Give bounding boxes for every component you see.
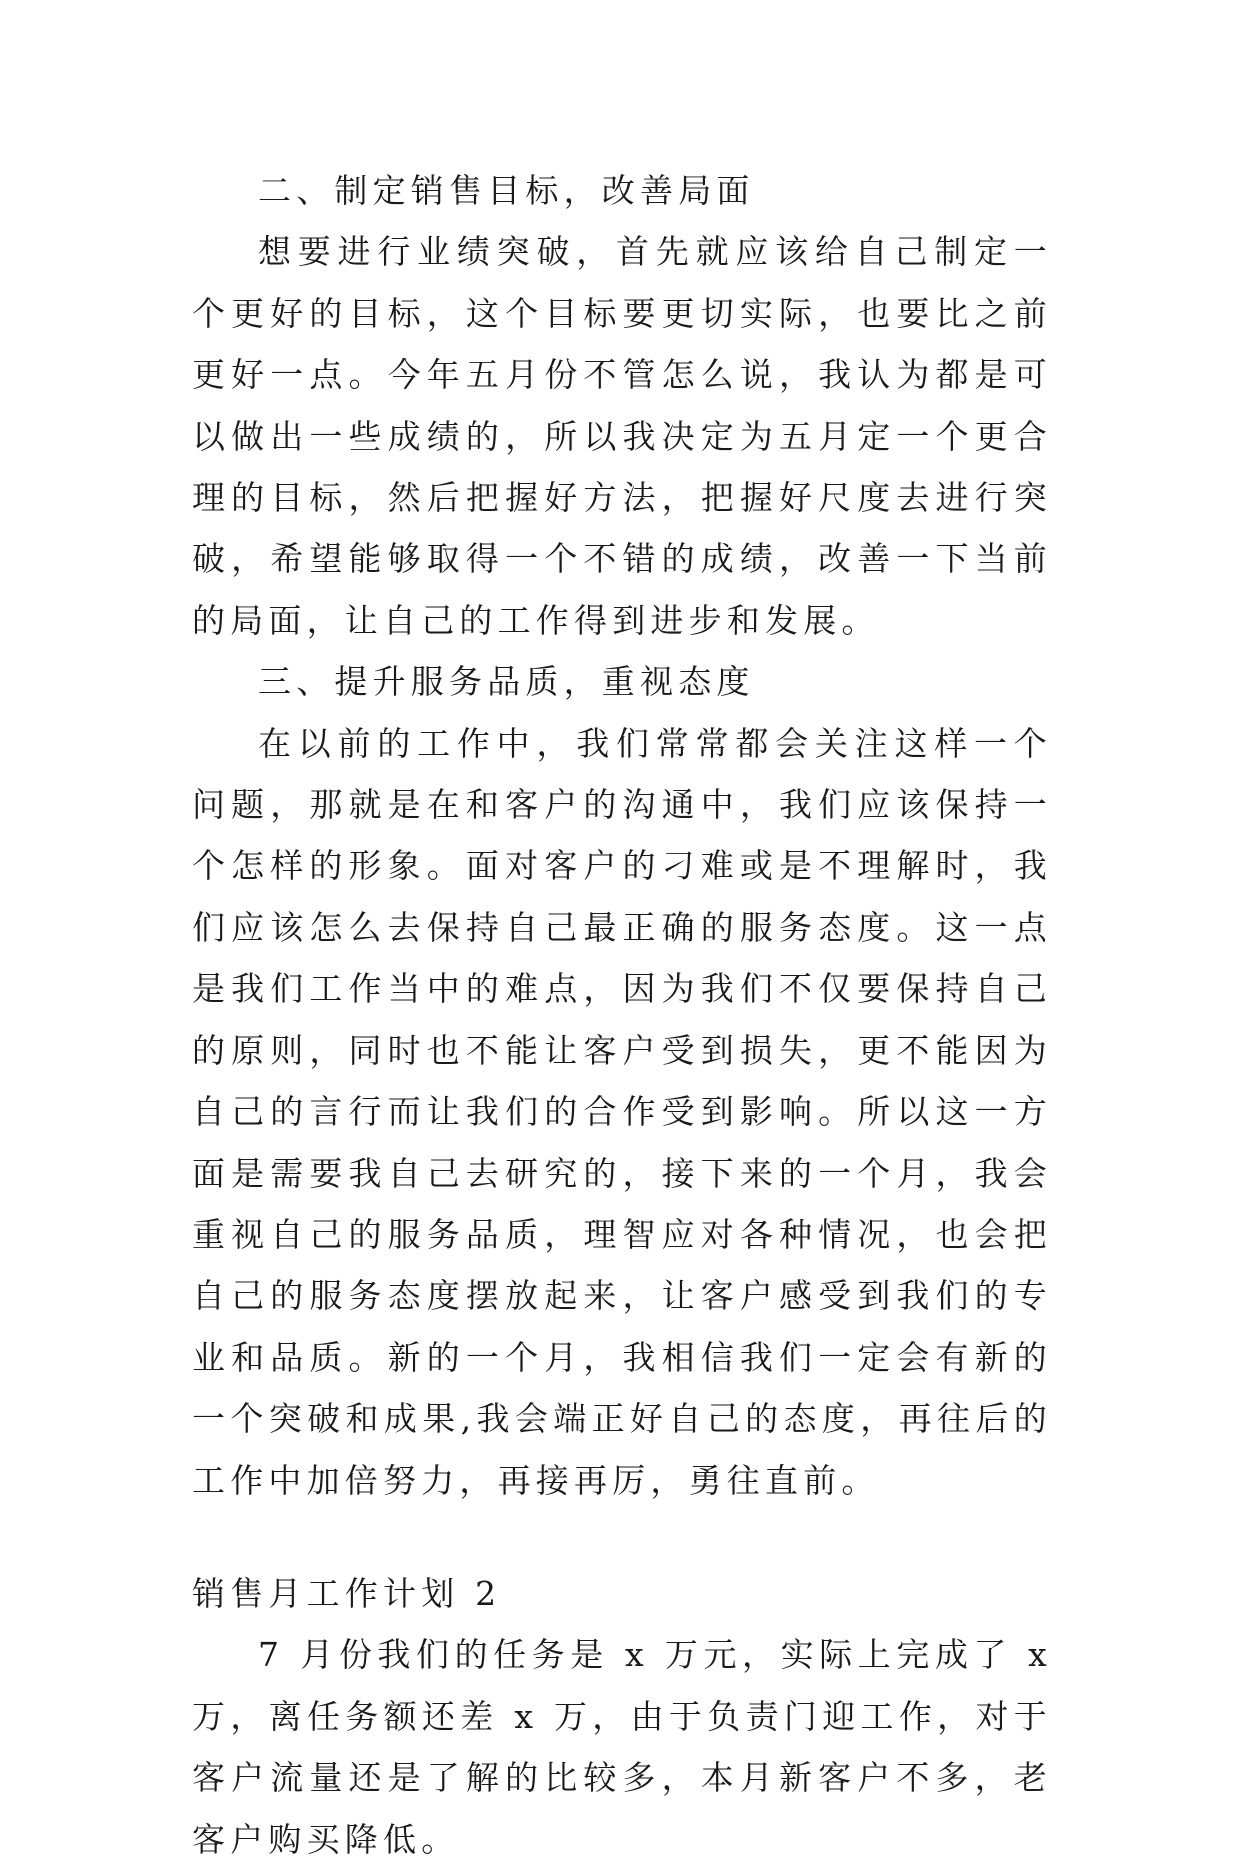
section-heading-3: 三、提升服务品质，重视态度 xyxy=(258,662,755,702)
paragraph-sales-target: 想要进行业绩突破，首先就应该给自己制定一个更好的目标，这个目标要更切实际，也要比之前更好一点。今年五月份不管怎么说，我认为都是可以做出一些成绩的，所以我决定为五月定一个更合理的目标，然后把握好方法，把握好尺度去进行突破，希望能够取得一个不错的成绩，改善一下当前的局面，让自己的工作得到进步和发展。 xyxy=(192,232,1052,640)
paragraph-july-summary: 7 月份我们的任务是 x 万元，实际上完成了 x 万，离任务额还差 x 万，由于负责门迎工作，对于客户流量还是了解的比较多，本月新客户不多，老客户购买降低。 xyxy=(192,1635,1052,1859)
paragraph-service-quality: 在以前的工作中，我们常常都会关注这样一个问题，那就是在和客户的沟通中，我们应该保持一个怎样的形象。面对客户的刁难或是不理解时，我们应该怎么去保持自己最正确的服务态度。这一点是我们工作当中的难点，因为我们不仅要保持自己的原则，同时也不能让客户受到损失，更不能因为自己的言行而让我们的合作受到影响。所以这一方面是需要我自己去研究的，接下来的一个月，我会重视自己的服务品质，理智应对各种情况，也会把自己的服务态度摆放起来，让客户感受到我们的专业和品质。新的一个月，我相信我们一定会有新的一个突破和成果,我会端正好自己的态度，再往后的工作中加倍努力，再接再厉，勇往直前。 xyxy=(192,723,1052,1500)
section-heading-2: 二、制定销售目标，改善局面 xyxy=(258,171,755,210)
document-section-title: 销售月工作计划 2 xyxy=(192,1573,502,1613)
document-body xyxy=(192,160,1052,1870)
